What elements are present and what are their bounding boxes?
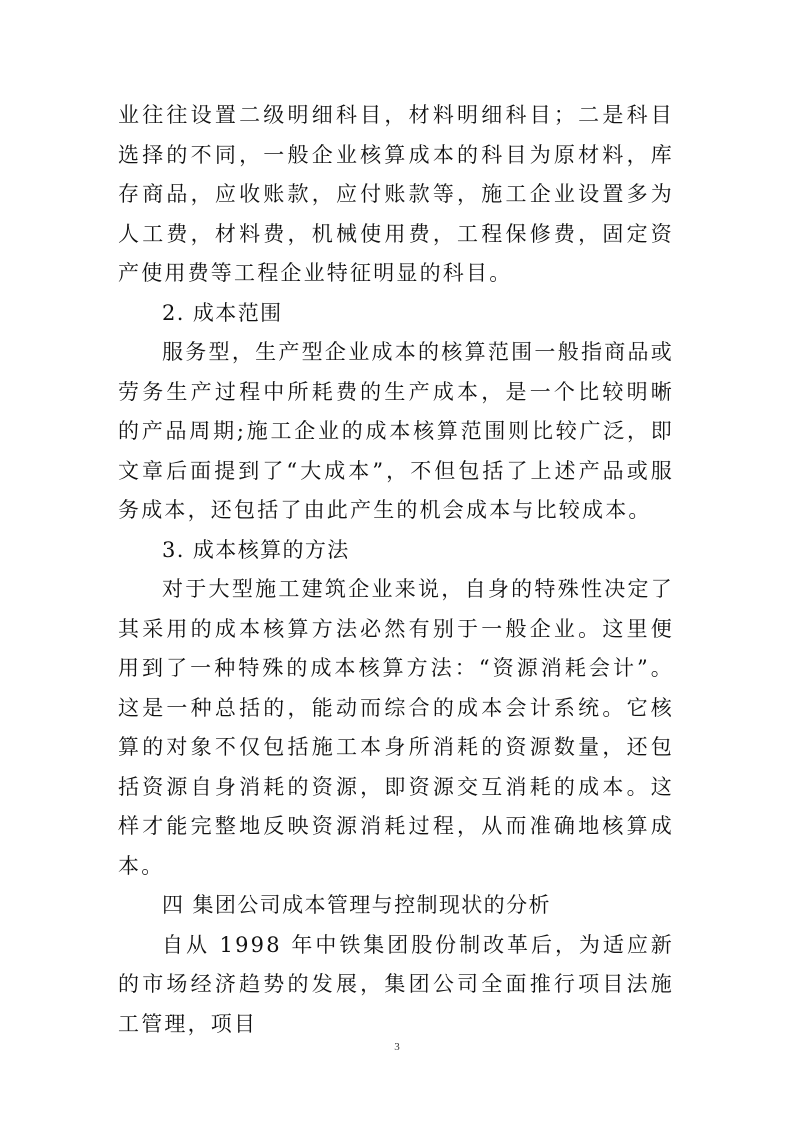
section-heading-costing-method: 3. 成本核算的方法 bbox=[162, 537, 350, 562]
paragraph-status-analysis: 自从 1998 年中铁集团股份制改革后，为适应新的市场经济趋势的发展，集团公司全面推行项目法施工管理，项目 bbox=[118, 932, 674, 1036]
page-number: 3 bbox=[394, 1041, 400, 1053]
section-heading-cost-scope: 2. 成本范围 bbox=[162, 300, 283, 325]
paragraph-cost-scope: 服务型，生产型企业成本的核算范围一般指商品或劳务生产过程中所耗费的生产成本，是一个比较明晰的产品周期;施工企业的成本核算范围则比较广泛，即文章后面提到了“大成本”，不但包括了上述产品或服务成本，还包括了由此产生的机会成本与比较成本。 bbox=[118, 340, 674, 522]
section-heading-status-analysis: 四 集团公司成本管理与控制现状的分析 bbox=[162, 893, 551, 917]
paragraph-costing-method: 对于大型施工建筑企业来说，自身的特殊性决定了其采用的成本核算方法必然有别于一般企业。这里便用到了一种特殊的成本核算方法：“资源消耗会计”。这是一种总括的，能动而综合的成本会计系统。它核算的对象不仅包括施工本身所消耗的资源数量，还包括资源自身消耗的资源，即资源交互消耗的成本。这样才能完整地反映资源消耗过程，从而准确地核算成本。 bbox=[118, 577, 674, 878]
paragraph-subject-differences: 业往往设置二级明细科目，材料明细科目；二是科目选择的不同，一般企业核算成本的科目为原材料，库存商品，应收账款，应付账款等，施工企业设置多为人工费，材料费，机械使用费，工程保修费，固定资产使用费等工程企业特征明显的科目。 bbox=[118, 103, 674, 285]
document-body bbox=[118, 96, 674, 1044]
